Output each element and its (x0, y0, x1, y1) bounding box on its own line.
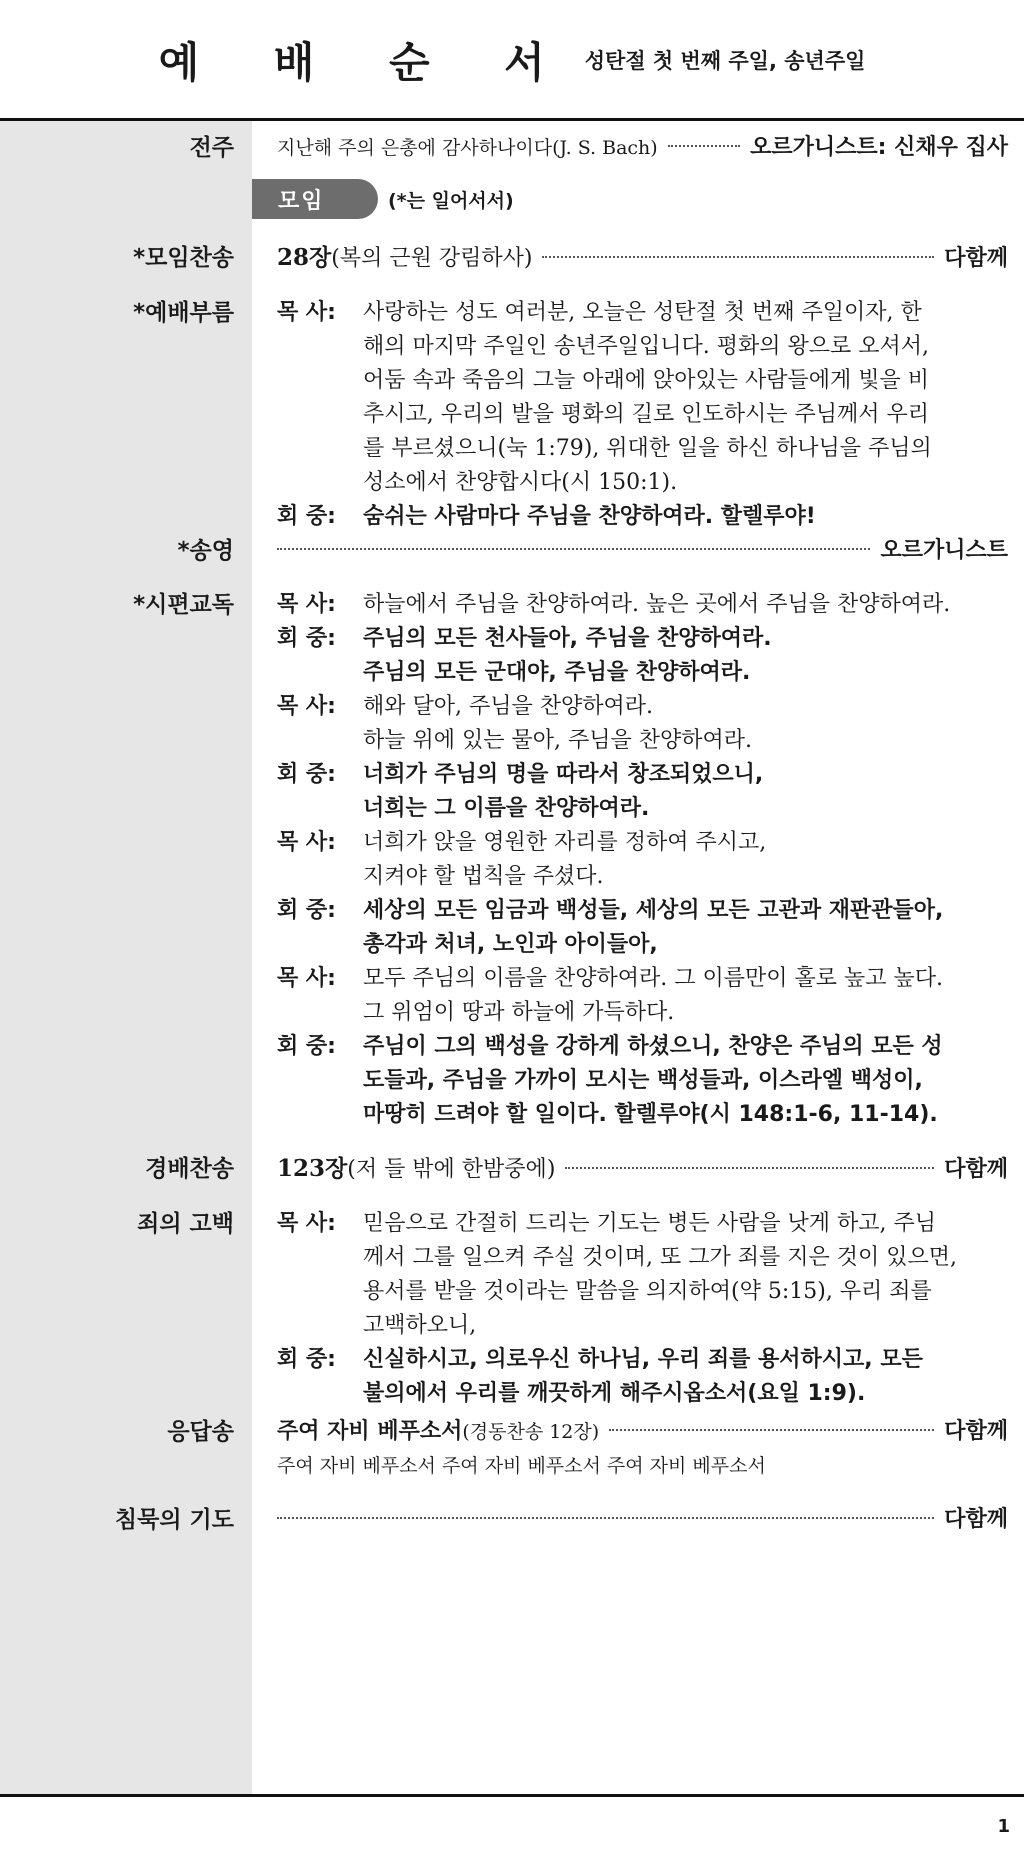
responsive-line (277, 962, 1008, 1030)
doxology-label: *송영 (177, 538, 234, 564)
response-song-row (0, 1415, 1024, 1483)
leader-dots (277, 1517, 934, 1519)
text-line: 그 위엄이 땅과 하늘에 가득하다. (363, 1000, 675, 1025)
text-line: 주님이 그의 백성을 강하게 하셨으니, 찬양은 주님의 모든 성 (363, 1034, 943, 1059)
page-number: 1 (997, 1816, 1010, 1837)
speaker-label: 목 사: (277, 694, 336, 719)
responsive-line (277, 500, 1008, 534)
gathering-hymn-row (0, 241, 1024, 276)
psalm-reading-label: *시편교독 (133, 592, 234, 618)
leader-dots (542, 256, 934, 258)
responsive-line (277, 690, 1008, 758)
text-line: 세상의 모든 임금과 백성들, 세상의 모든 고관과 재판관들아, (363, 898, 944, 923)
speaker-label: 목 사: (277, 830, 336, 855)
response-song-source: (경동찬송 12장) (462, 1421, 600, 1443)
worship-hymn-label: 경배찬송 (145, 1156, 234, 1182)
text-line: 숨쉬는 사람마다 주님을 찬양하여라. 할렐루야! (363, 504, 816, 529)
worship-hymn-row (0, 1152, 1024, 1187)
speaker-label: 목 사: (277, 966, 336, 991)
text-line: 불의에서 우리를 깨끗하게 해주시옵소서(요일 1:9). (363, 1381, 866, 1406)
prelude-row (0, 131, 1024, 165)
call-to-worship-label: *예배부름 (133, 300, 234, 326)
text-line: 성소에서 찬양합시다(시 150:1). (363, 470, 678, 495)
gathering-band: 모임 (252, 179, 378, 219)
text-line: 모두 주님의 이름을 찬양하여라. 그 이름만이 홀로 높고 높다. (363, 966, 943, 991)
silent-prayer-row (0, 1503, 1024, 1537)
responsive-line (277, 1343, 1008, 1411)
order-of-worship (0, 121, 1024, 1537)
text-line: 신실하시고, 의로우신 하나님, 우리 죄를 용서하시고, 모든 (363, 1347, 923, 1372)
worship-hymn-performer: 다함께 (944, 1157, 1008, 1182)
text-line: 해와 달아, 주님을 찬양하여라. (363, 694, 653, 719)
text-line: 너희가 앉을 영원한 자리를 정하여 주시고, (363, 830, 767, 855)
worship-hymn-number: 123장 (277, 1155, 348, 1182)
responsive-line (277, 826, 1008, 894)
text-line: 께서 그를 일으켜 주실 것이며, 또 그가 죄를 지은 것이 있으면, (363, 1245, 957, 1270)
prelude-text: 지난해 주의 은총에 감사하나이다(J. S. Bach) (277, 137, 658, 159)
psalm-reading-body (252, 588, 1024, 1132)
text-line: 용서를 받을 것이라는 말씀을 의지하여(약 5:15), 우리 죄를 (363, 1279, 932, 1304)
responsive-line (277, 1207, 1008, 1343)
silent-prayer-performer: 다함께 (944, 1507, 1008, 1532)
leader-dots (609, 1429, 934, 1431)
text-line: 총각과 처녀, 노인과 아이들아, (363, 932, 658, 957)
speaker-label: 회 중: (277, 1034, 336, 1059)
text-line: 추시고, 우리의 발을 평화의 길로 인도하시는 주님께서 우리 (363, 402, 929, 427)
doxology-row (0, 534, 1024, 568)
response-song-title: 주여 자비 베푸소서 (277, 1419, 463, 1444)
call-to-worship-row (0, 296, 1024, 534)
speaker-label: 회 중: (277, 626, 336, 651)
text-line: 하늘 위에 있는 물아, 주님을 찬양하여라. (363, 728, 752, 753)
text-line: 믿음으로 간절히 드리는 기도는 병든 사람을 낫게 하고, 주님 (363, 1211, 936, 1236)
responsive-line (277, 894, 1008, 962)
responsive-line (277, 622, 1008, 690)
prelude-organist: 오르가니스트: 신채우 집사 (750, 135, 1008, 160)
speaker-label: 회 중: (277, 898, 336, 923)
responsive-line (277, 588, 1008, 622)
call-to-worship-body (252, 296, 1024, 534)
text-line: 마땅히 드려야 할 일이다. 할렐루야(시 148:1-6, 11-14). (363, 1102, 938, 1127)
responsive-line (277, 758, 1008, 826)
leader-dots (565, 1167, 934, 1169)
page-title: 예 배 순 서 (158, 38, 575, 87)
leader-dots (277, 548, 870, 550)
text-line: 어둠 속과 죽음의 그늘 아래에 앉아있는 사람들에게 빛을 비 (363, 368, 929, 393)
gathering-note: (*는 일어서서) (388, 189, 514, 212)
speaker-label: 회 중: (277, 1347, 336, 1372)
bottom-rule (0, 1794, 1024, 1797)
text-line: 고백하오니, (363, 1313, 477, 1338)
doxology-performer: 오르가니스트 (880, 538, 1008, 563)
worship-hymn-title: (저 들 밖에 한밤중에) (347, 1157, 556, 1182)
text-line: 해의 마지막 주일인 송년주일입니다. 평화의 왕으로 오셔서, (363, 334, 929, 359)
response-song-label: 응답송 (167, 1419, 234, 1445)
speaker-label: 목 사: (277, 300, 336, 325)
leader-dots (668, 145, 740, 147)
silent-prayer-label: 침묵의 기도 (114, 1507, 234, 1533)
speaker-label: 회 중: (277, 762, 336, 787)
page-subtitle: 성탄절 첫 번째 주일, 송년주일 (584, 49, 866, 73)
gathering-hymn-performer: 다함께 (944, 246, 1008, 271)
text-line: 지켜야 할 법칙을 주셨다. (363, 864, 604, 889)
speaker-label: 목 사: (277, 592, 336, 617)
prelude-label: 전주 (189, 135, 234, 161)
psalm-reading-row (0, 588, 1024, 1132)
gathering-section (0, 177, 1024, 221)
page-header (0, 0, 1024, 120)
text-line: 사랑하는 성도 여러분, 오늘은 성탄절 첫 번째 주일이자, 한 (363, 300, 922, 325)
response-song-performer: 다함께 (944, 1419, 1008, 1444)
text-line: 주님의 모든 군대야, 주님을 찬양하여라. (363, 660, 751, 685)
confession-label: 죄의 고백 (137, 1211, 234, 1237)
text-line: 너희는 그 이름을 찬양하여라. (363, 796, 650, 821)
gathering-hymn-label: *모임찬송 (133, 245, 234, 271)
responsive-line (277, 1030, 1008, 1132)
speaker-label: 목 사: (277, 1211, 336, 1236)
confession-body (252, 1207, 1024, 1411)
text-line: 하늘에서 주님을 찬양하여라. 높은 곳에서 주님을 찬양하여라. (363, 592, 951, 617)
gathering-hymn-number: 28장 (277, 244, 332, 271)
responsive-line (277, 296, 1008, 500)
text-line: 주님의 모든 천사들아, 주님을 찬양하여라. (363, 626, 772, 651)
text-line: 를 부르셨으니(눅 1:79), 위대한 일을 하신 하나님을 주님의 (363, 436, 932, 461)
speaker-label: 회 중: (277, 504, 336, 529)
gathering-hymn-title: (복의 근원 강림하사) (331, 246, 533, 271)
response-song-lyrics: 주여 자비 베푸소서 주여 자비 베푸소서 주여 자비 베푸소서 (277, 1455, 766, 1477)
text-line: 너희가 주님의 명을 따라서 창조되었으니, (363, 762, 764, 787)
confession-row (0, 1207, 1024, 1411)
text-line: 도들과, 주님을 가까이 모시는 백성들과, 이스라엘 백성이, (363, 1068, 923, 1093)
